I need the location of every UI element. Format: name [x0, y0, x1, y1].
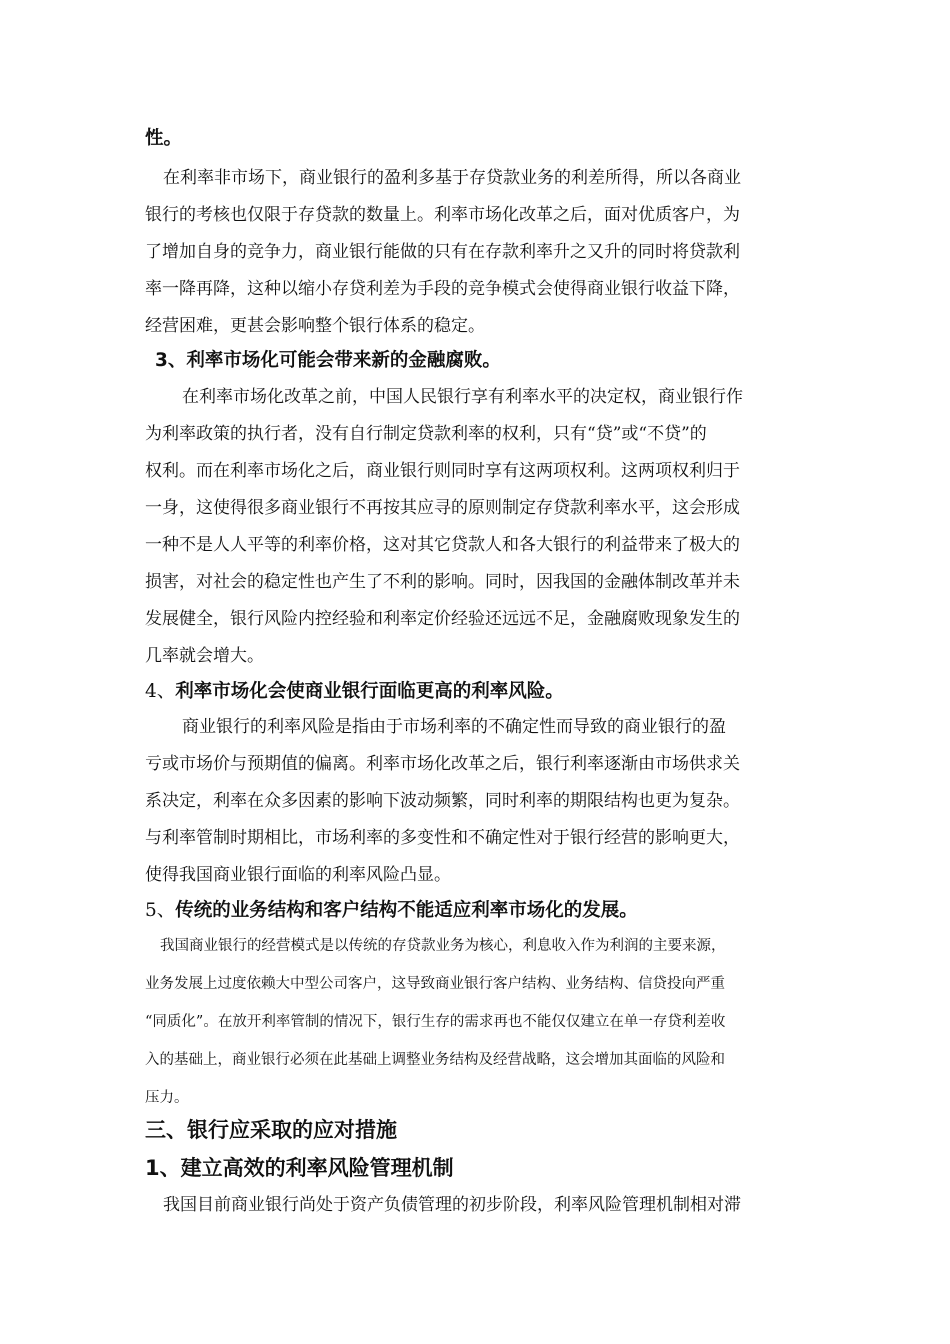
para1-line-1: 在利率非市场下，商业银行的盈利多基于存贷款业务的利差所得，所以各商业: [163, 168, 741, 188]
heading-3: 3、利率市场化可能会带来新的金融腐败。: [155, 350, 501, 371]
para2-line-7: 发展健全，银行风险内控经验和利率定价经验还远远不足，金融腐败现象发生的: [145, 609, 740, 629]
para1-line-5: 经营困难，更甚会影响整个银行体系的稳定。: [145, 316, 485, 336]
heading-5-number: 5、: [145, 900, 176, 921]
section-heading: 三、银行应采取的应对措施: [145, 1118, 397, 1142]
para2-line-1: 在利率市场化改革之前，中国人民银行享有利率水平的决定权，商业银行作: [182, 387, 743, 407]
para3-line-3: 系决定，利率在众多因素的影响下波动频繁，同时利率的期限结构也更为复杂。: [145, 791, 740, 811]
continued-fragment: 性。: [145, 128, 183, 149]
para4-line-3: “同质化”。在放开利率管制的情况下，银行生存的需求再也不能仅仅建立在单一存贷利差收: [145, 1014, 726, 1030]
para2-line-6: 损害，对社会的稳定性也产生了不利的影响。同时，因我国的金融体制改革并未: [145, 572, 740, 592]
para1-line-2: 银行的考核也仅限于存贷款的数量上。利率市场化改革之后，面对优质客户，为: [145, 205, 740, 225]
para2-line-5: 一种不是人人平等的利率价格，这对其它贷款人和各大银行的利益带来了极大的: [145, 535, 740, 555]
heading-4-text: 利率市场化会使商业银行面临更高的利率风险。: [175, 681, 564, 702]
para4-line-2: 业务发展上过度依赖大中型公司客户，这导致商业银行客户结构、业务结构、信贷投向严重: [145, 976, 725, 992]
para3-line-1: 商业银行的利率风险是指由于市场利率的不确定性而导致的商业银行的盈: [182, 717, 726, 737]
para4-line-5: 压力。: [145, 1090, 189, 1106]
para4-line-4: 入的基础上，商业银行必须在此基础上调整业务结构及经营战略，这会增加其面临的风险和: [145, 1052, 725, 1068]
para2-line-2: 为利率政策的执行者，没有自行制定贷款利率的权利，只有“贷”或“不贷”的: [145, 424, 707, 444]
para2-line-8: 几率就会增大。: [145, 646, 264, 666]
heading-4: [145, 677, 564, 703]
para3-line-5: 使得我国商业银行面临的利率风险凸显。: [145, 865, 451, 885]
heading-4-number: 4、: [145, 681, 176, 702]
para2-line-4: 一身，这使得很多商业银行不再按其应寻的原则制定存贷款利率水平，这会形成: [145, 498, 740, 518]
para5-line-1: 我国目前商业银行尚处于资产负债管理的初步阶段，利率风险管理机制相对滞: [163, 1195, 741, 1215]
para1-line-4: 率一降再降，这种以缩小存贷利差为手段的竞争模式会使得商业银行收益下降，: [145, 279, 740, 299]
para2-line-3: 权利。而在利率市场化之后，商业银行则同时享有这两项权利。这两项权利归于: [145, 461, 740, 481]
para3-line-4: 与利率管制时期相比，市场利率的多变性和不确定性对于银行经营的影响更大，: [145, 828, 740, 848]
heading-5-text: 传统的业务结构和客户结构不能适应利率市场化的发展。: [175, 900, 638, 921]
subsection-heading: 1、建立高效的利率风险管理机制: [145, 1156, 454, 1180]
para3-line-2: 亏或市场价与预期值的偏离。利率市场化改革之后，银行利率逐渐由市场供求关: [145, 754, 740, 774]
heading-5: [145, 896, 638, 922]
para4-line-1: 我国商业银行的经营模式是以传统的存贷款业务为核心，利息收入作为利润的主要来源，: [160, 938, 726, 954]
para1-line-3: 了增加自身的竞争力，商业银行能做的只有在存款利率升之又升的同时将贷款利: [145, 242, 740, 262]
